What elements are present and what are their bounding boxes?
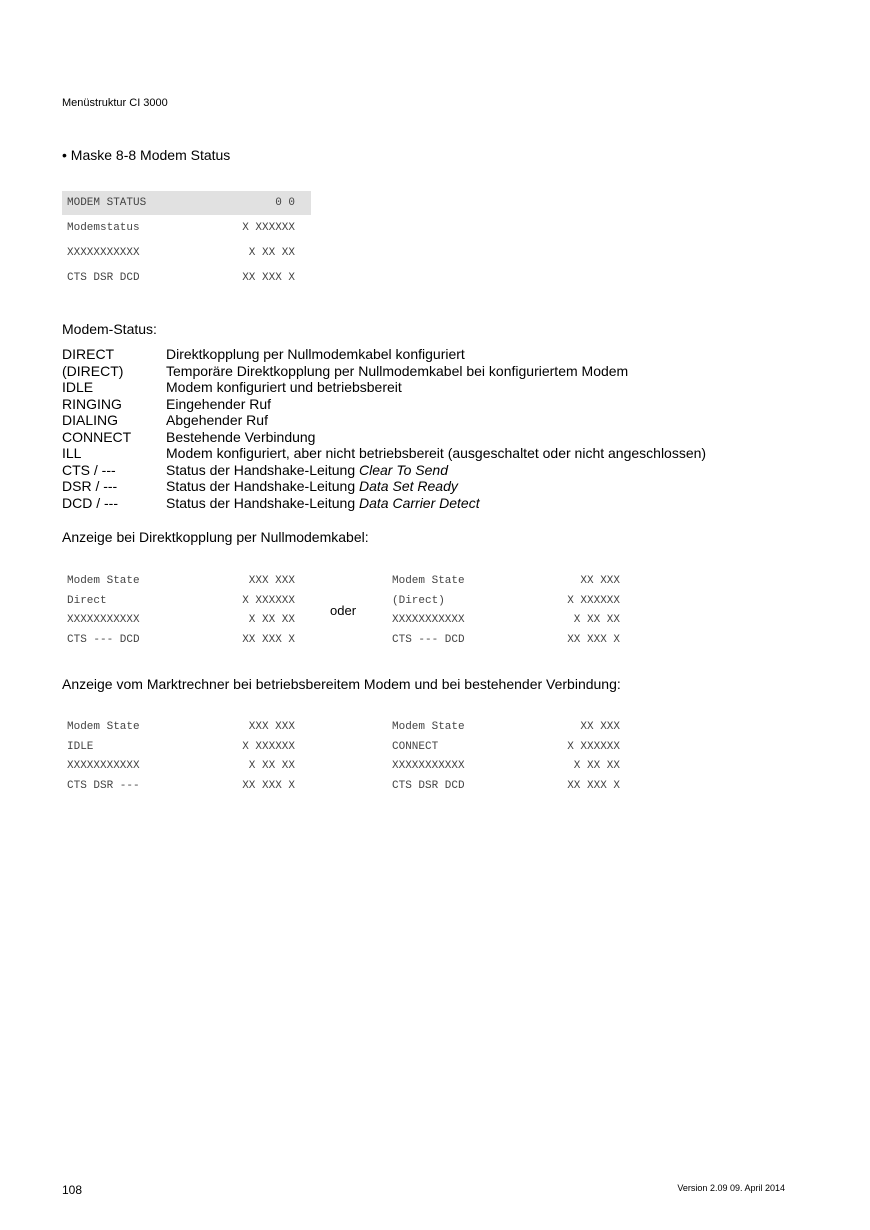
screen-line-label: CONNECT (392, 740, 439, 753)
definition-description (166, 346, 465, 362)
screen-line-label: XXXXXXXXXXX (67, 614, 140, 627)
screen-line-label: CTS --- DCD (67, 634, 140, 647)
screen-line-value: X XXXXXX (567, 594, 620, 607)
definition-text: Modem konfiguriert, aber nicht betriebsbereit (ausgeschaltet oder nicht angeschlossen) (166, 445, 707, 461)
mask-title (62, 147, 230, 163)
definition-term: DIALING (62, 412, 119, 428)
definition-term: CONNECT (62, 428, 132, 445)
definition-description (166, 379, 402, 395)
screen-line-label: CTS DSR DCD (67, 272, 140, 284)
screen-line-label: CTS --- DCD (392, 634, 465, 647)
definition-text: Status der Handshake-Leitung (166, 461, 360, 478)
screen-line-label: XXXXXXXXXXX (392, 614, 465, 627)
direct-heading: Anzeige bei Direktkopplung per Nullmodemkabel: (62, 529, 369, 545)
screen-line-label: CTS DSR --- (67, 780, 140, 793)
screen-line-value: X XXXXXX (242, 222, 295, 234)
mask-title-text: Maske 8-8 Modem Status (70, 147, 231, 163)
definition-term: IDLE (62, 379, 94, 395)
screen-line-value: X XX XX (248, 760, 295, 773)
screen-line-value: XX XXX X (242, 780, 295, 793)
page-number: 108 (62, 1183, 83, 1197)
screen-line-label: XXXXXXXXXXX (67, 247, 140, 259)
oder-label: oder (330, 603, 357, 618)
definition-term: CTS / --- (62, 461, 116, 478)
screen-line-label: Modemstatus (67, 222, 140, 234)
definition-emphasis: Data Set Ready (359, 478, 458, 494)
screen-line-value: XX XXX X (242, 272, 295, 284)
screen-line-value: X XX XX (248, 614, 295, 627)
screen-line-value: XX XXX (580, 721, 620, 733)
definition-text: Direktkopplung per Nullmodemkabel konfiguriert (166, 346, 465, 362)
definition-description (166, 363, 628, 379)
screen-line-value: X XX XX (248, 247, 295, 259)
screen-line-value: XX XXX X (567, 634, 620, 647)
screen-line-value: XX XXX (580, 575, 620, 587)
definition-emphasis: Data Carrier Detect (359, 494, 480, 511)
definition-text: Eingehender Ruf (166, 395, 272, 412)
definition-term: DIRECT (62, 346, 115, 362)
screen-line-label: CTS DSR DCD (392, 780, 465, 793)
screen-line-value: XXX XXX (248, 575, 295, 587)
definition-term: DSR / --- (62, 478, 118, 494)
definition-term: DCD / --- (62, 494, 118, 511)
page-header: Menüstruktur CI 3000 (62, 97, 168, 109)
definition-text: Status der Handshake-Leitung (166, 478, 360, 494)
screen-line-label: Modem State (392, 721, 465, 733)
screen-line-value: XXX XXX (248, 721, 295, 733)
screen-line-label: (Direct) (392, 594, 445, 607)
screen-line-value: X XXXXXX (242, 740, 295, 753)
screen-line-label: MODEM STATUS (67, 197, 147, 209)
screen-line-label: Modem State (67, 575, 140, 587)
definition-text: Status der Handshake-Leitung (166, 494, 360, 511)
definition-description (166, 462, 448, 478)
screen-line-value: X XXXXXX (567, 740, 620, 753)
definition-description (166, 445, 706, 461)
modem-status-heading: Modem-Status: (62, 321, 157, 337)
screen-line-value: X XX XX (573, 614, 620, 627)
version-info: Version 2.09 09. April 2014 (677, 1183, 785, 1193)
screen-line-value: XX XXX X (242, 634, 295, 647)
definition-term: RINGING (62, 395, 122, 412)
definition-emphasis: Clear To Send (359, 461, 448, 478)
definition-text: Modem konfiguriert und betriebsbereit (166, 379, 402, 395)
definition-term: ILL (62, 445, 82, 461)
screen-line-label: Modem State (392, 575, 465, 587)
definition-description (166, 478, 458, 494)
screen-line-value: XX XXX X (567, 780, 620, 793)
definition-description (166, 429, 315, 445)
market-heading: Anzeige vom Marktrechner bei betriebsbereitem Modem und bei bestehender Verbindung: (62, 676, 621, 692)
screen-line-value: X XX XX (573, 760, 620, 773)
definition-description (166, 412, 268, 428)
screen-line-label: XXXXXXXXXXX (392, 760, 465, 773)
screen-line-value: 0 0 (275, 197, 295, 209)
screen-line-label: IDLE (67, 740, 94, 753)
screen-line-label: XXXXXXXXXXX (67, 760, 140, 773)
screen-line-label: Direct (67, 594, 107, 607)
definition-term: (DIRECT) (62, 362, 124, 379)
screen-line-label: Modem State (67, 721, 140, 733)
bullet: • (62, 147, 67, 163)
definition-text: Bestehende Verbindung (166, 428, 316, 445)
definition-description (166, 495, 480, 511)
definition-text: Abgehender Ruf (166, 412, 268, 428)
definition-text: Temporäre Direktkopplung per Nullmodemkabel bei konfiguriertem Modem (166, 362, 629, 379)
screen-line-value: X XXXXXX (242, 594, 295, 607)
definition-description (166, 396, 271, 412)
